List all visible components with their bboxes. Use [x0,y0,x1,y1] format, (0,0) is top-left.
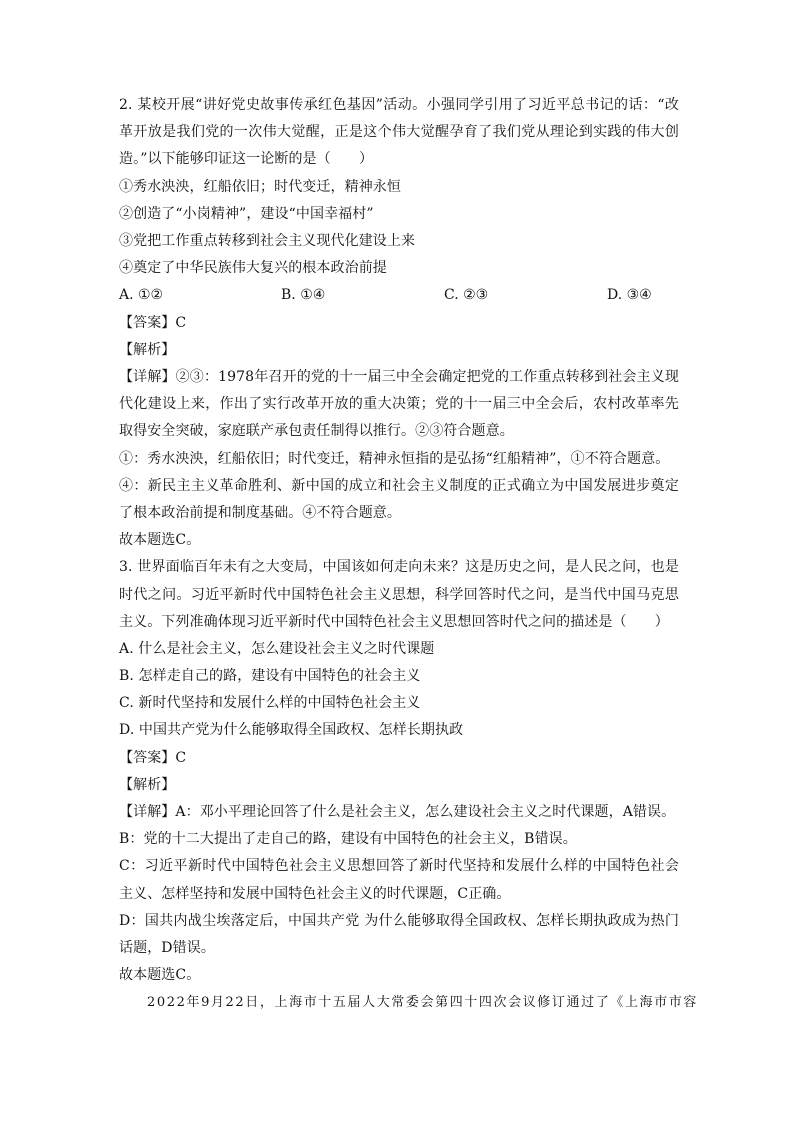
next-passage: 2022年9月22日，上海市十五届人大常委会第四十四次会议修订通过了《上海市市容 [147,995,698,1011]
question-3-option-d: D. 中国共产党为什么能够取得全国政权、怎样长期执政 [119,722,464,739]
question-3-detail-b: B：党的十二大提出了走自己的路，建设有中国特色的社会主义，B错误。 [119,831,577,848]
question-3-detail-c: C：习近平新时代中国特色社会主义思想回答了新时代坚持和发展什么样的中国特色社会主义、怎样坚持和发展中国特色社会主义的时代课题，C正确。 [119,858,679,902]
choice-c: C. ②③ [444,287,489,304]
question-3-option-c: C. 新时代坚持和发展什么样的中国特色社会主义 [119,695,421,712]
question-2-choices [119,282,679,309]
question-3 [119,554,679,989]
question-2-stem: 2. 某校开展“讲好党史故事传承红色基因”活动。小强同学引用了习近平总书记的话：“改革开放是我们党的一次伟大觉醒，正是这个伟大觉醒孕育了我们党从理论到实践的伟大创造。”以下能够印证这一论断的是（ ） [119,97,679,168]
question-2-option-1: ①秀水泱泱，红船依旧；时代变迁，精神永恒 [119,178,401,195]
question-2-answer: 【答案】C [119,314,187,331]
question-2-detail-1: 【详解】②③：1978年召开的党的十一届三中全会确定把党的工作重点转移到社会主义现代化建设上来，作出了实行改革开放的重大决策；党的十一届三中全会后，农村改革率先取得安全突破，家庭联产承包责任制得以推行。②③符合题意。 [119,368,679,440]
question-3-analysis-label: 【解析】 [119,776,176,793]
choice-a: A. ①② [119,287,164,304]
document-page [119,92,698,1017]
question-3-conclusion: 故本题选C。 [119,967,201,984]
question-3-stem: 3. 世界面临百年未有之大变局，中国该如何走向未来？这是历史之问，是人民之问，也是时代之问。习近平新时代中国特色社会主义思想，科学回答时代之问，是当代中国马克思主义。下列准确体现习近平新时代中国特色社会主义思想回答时代之问的描述是（ ） [119,559,679,630]
choice-b: B. ①④ [281,287,326,304]
question-2-option-2: ②创造了“小岗精神”，建设“中国幸福村” [119,205,374,222]
choice-d: D. ③④ [607,287,652,304]
question-3-detail-d: D：国共内战尘埃落定后，中国共产党 为什么能够取得全国政权、怎样长期执政成为热门话题，D错误。 [119,912,679,957]
question-3-answer: 【答案】C [119,749,187,766]
question-2-option-3: ③党把工作重点转移到社会主义现代化建设上来 [119,232,416,249]
question-2-detail-2: ①：秀水泱泱，红船依旧；时代变迁，精神永恒指的是弘扬“红船精神”，①不符合题意。 [119,450,670,467]
question-2 [119,92,679,554]
question-2-analysis-label: 【解析】 [119,341,176,358]
question-3-option-b: B. 怎样走自己的路，建设有中国特色的社会主义 [119,668,421,685]
question-2-conclusion: 故本题选C。 [119,532,201,549]
question-2-detail-3: ④：新民主主义革命胜利、新中国的成立和社会主义制度的正式确立为中国发展进步奠定了根本政治前提和制度基础。④不符合题意。 [119,477,679,521]
question-3-option-a: A. 什么是社会主义，怎么建设社会主义之时代课题 [119,640,435,657]
question-2-option-4: ④奠定了中华民族伟大复兴的根本政治前提 [119,260,387,277]
question-3-detail-a: 【详解】A：邓小平理论回答了什么是社会主义，怎么建设社会主义之时代课题，A错误。 [119,804,676,821]
